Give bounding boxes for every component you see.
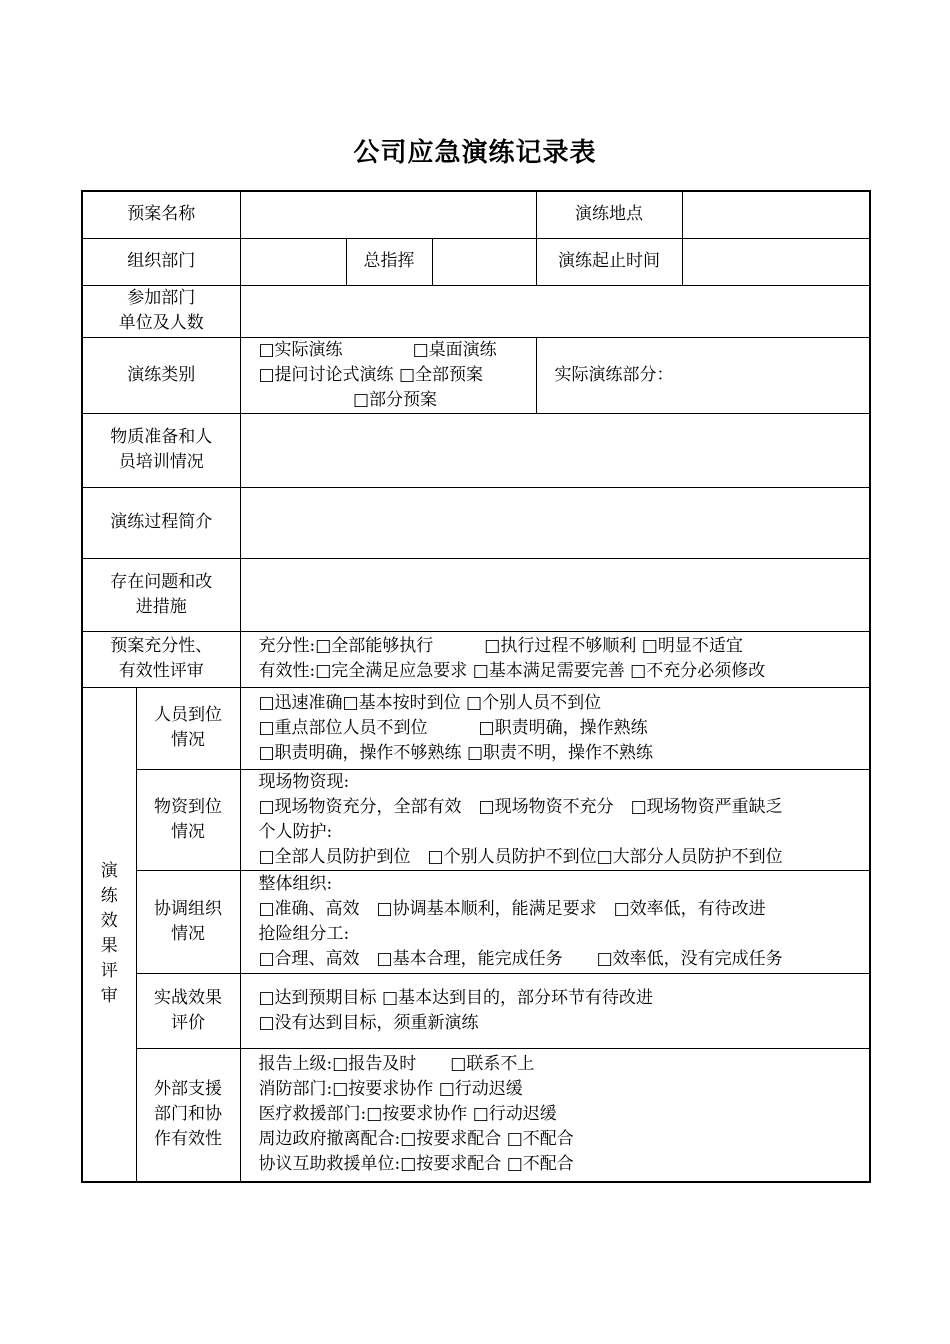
external-line-5[interactable]: 协议互助救援单位:□按要求配合 □不配合 — [258, 1154, 574, 1175]
personnel-label-line2: 情况 — [171, 730, 205, 750]
coordination-line-2[interactable]: □准确、高效 □协调基本顺利，能满足要求 □效率低，有待改进 — [258, 898, 766, 919]
material-arrival-label-line1: 物资到位 — [154, 796, 222, 817]
location-label: 演练地点 — [536, 191, 682, 238]
coordination-line-4[interactable]: □合理、高效 □基本合理，能完成任务 □效率低，没有完成任务 — [258, 948, 783, 969]
time-label: 演练起止时间 — [536, 238, 682, 285]
participants-label-line2: 单位及人数 — [118, 313, 204, 333]
process-field[interactable] — [240, 487, 870, 558]
effect-char-4: 果 — [100, 936, 118, 957]
material-line-4[interactable]: □全部人员防护到位 □个别人员防护不到位□大部分人员防护不到位 — [258, 846, 783, 867]
material-label-line2: 员培训情况 — [118, 452, 204, 472]
material-arrival-options — [240, 769, 870, 870]
time-field[interactable] — [682, 238, 870, 285]
material-arrival-label — [136, 769, 240, 870]
review-options — [240, 631, 870, 687]
process-label: 演练过程简介 — [82, 487, 240, 558]
external-line-2[interactable]: 消防部门:□按要求协作 □行动迟缓 — [258, 1079, 523, 1100]
checkbox-full-plan[interactable]: □全部预案 — [398, 364, 484, 385]
issues-label-line1: 存在问题和改 — [110, 571, 213, 592]
actual-effect-label-line1: 实战效果 — [154, 987, 222, 1008]
external-line-1[interactable]: 报告上级:□报告及时 □联系不上 — [258, 1054, 535, 1075]
commander-label: 总指挥 — [346, 238, 432, 285]
category-options — [240, 337, 536, 413]
material-line-2[interactable]: □现场物资充分，全部有效 □现场物资不充分 □现场物资严重缺乏 — [258, 796, 783, 817]
issues-field[interactable] — [240, 558, 870, 631]
effect-char-5: 评 — [100, 961, 118, 982]
checkbox-actual-drill[interactable]: □实际演练 — [258, 339, 343, 360]
effect-char-2: 练 — [100, 886, 118, 907]
personnel-line-2[interactable]: □重点部位人员不到位 □职责明确，操作熟练 — [258, 717, 648, 738]
coordination-label-line1: 协调组织 — [154, 898, 222, 919]
material-line-3: 个人防护: — [258, 821, 333, 842]
location-field[interactable] — [682, 191, 870, 238]
org-dept-field[interactable] — [240, 238, 346, 285]
external-support-label-line1: 外部支援 — [154, 1079, 222, 1100]
material-line-1: 现场物资现: — [258, 771, 350, 792]
effectiveness-line[interactable]: 有效性:□完全满足应急要求 □基本满足需要完善 □不充分必须修改 — [258, 661, 766, 681]
effect-char-1: 演 — [100, 861, 118, 882]
effect-review-label — [82, 687, 136, 1182]
checkbox-partial-plan[interactable]: □部分预案 — [352, 389, 438, 410]
checkbox-tabletop-drill[interactable]: □桌面演练 — [412, 339, 497, 360]
actual-effect-options — [240, 973, 870, 1048]
participants-field[interactable] — [240, 285, 870, 337]
org-dept-label: 组织部门 — [82, 238, 240, 285]
external-support-label-line3: 作有效性 — [154, 1129, 222, 1150]
coordination-label — [136, 870, 240, 973]
personnel-label — [136, 687, 240, 769]
coordination-options — [240, 870, 870, 973]
commander-field[interactable] — [432, 238, 536, 285]
external-support-label-line2: 部门和协 — [154, 1104, 222, 1125]
coordination-line-1: 整体组织: — [258, 873, 333, 894]
review-label-line1: 预案充分性、 — [110, 636, 213, 656]
material-field[interactable] — [240, 413, 870, 487]
personnel-line-1[interactable]: □迅速准确□基本按时到位 □个别人员不到位 — [258, 692, 602, 713]
material-arrival-label-line2: 情况 — [171, 821, 205, 842]
external-support-options — [240, 1048, 870, 1182]
issues-label-line2: 进措施 — [135, 596, 187, 617]
actual-effect-line-1[interactable]: □达到预期目标 □基本达到目的，部分环节有待改进 — [258, 987, 654, 1008]
issues-label — [82, 558, 240, 631]
page-title: 公司应急演练记录表 — [353, 138, 597, 168]
actual-effect-label-line2: 评价 — [171, 1012, 205, 1033]
plan-name-label: 预案名称 — [82, 191, 240, 238]
participants-label-line1: 参加部门 — [127, 288, 196, 308]
plan-name-field[interactable] — [240, 191, 536, 238]
external-line-3[interactable]: 医疗救援部门:□按要求协作 □行动迟缓 — [258, 1104, 557, 1125]
actual-effect-line-2[interactable]: □没有达到目标，须重新演练 — [258, 1012, 479, 1033]
material-label-line1: 物质准备和人 — [110, 427, 213, 447]
effect-char-3: 效 — [100, 911, 118, 932]
personnel-line-3[interactable]: □职责明确，操作不够熟练 □职责不明，操作不熟练 — [258, 742, 654, 763]
coordination-line-3: 抢险组分工: — [258, 923, 350, 944]
review-label — [82, 631, 240, 687]
personnel-label-line1: 人员到位 — [154, 705, 222, 725]
checkbox-discussion-drill[interactable]: □提问讨论式演练 — [258, 364, 394, 385]
actual-part-label: 实际演练部分： — [554, 364, 674, 385]
actual-part-field[interactable] — [536, 337, 870, 413]
drill-record-form — [81, 190, 871, 1183]
material-label — [82, 413, 240, 487]
external-support-label — [136, 1048, 240, 1182]
actual-effect-label — [136, 973, 240, 1048]
personnel-options — [240, 687, 870, 769]
effect-char-6: 审 — [100, 986, 118, 1007]
category-label: 演练类别 — [82, 337, 240, 413]
participants-label — [82, 285, 240, 337]
sufficiency-line[interactable]: 充分性:□全部能够执行 □执行过程不够顺利 □明显不适宜 — [258, 636, 743, 656]
review-label-line2: 有效性评审 — [118, 661, 204, 681]
external-line-4[interactable]: 周边政府撤离配合:□按要求配合 □不配合 — [258, 1129, 574, 1150]
coordination-label-line2: 情况 — [171, 923, 205, 944]
